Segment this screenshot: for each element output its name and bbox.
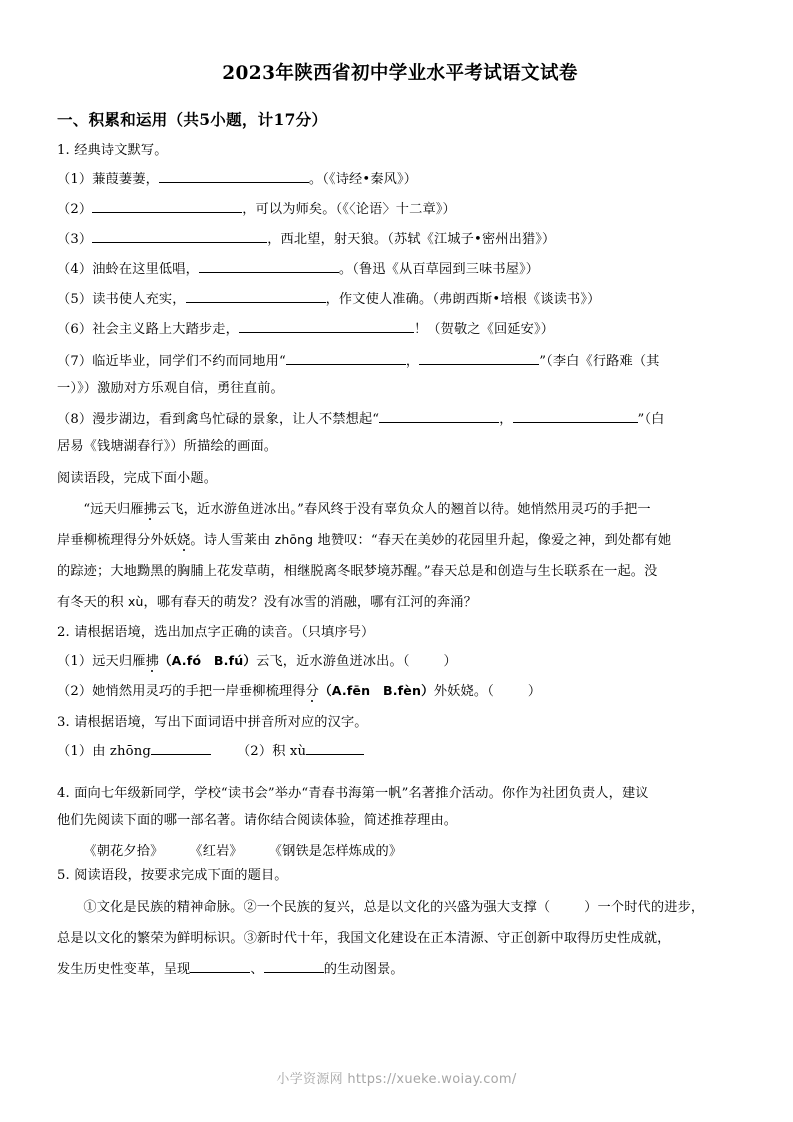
passage-text-b: ）一个时代的进步， [584,899,705,915]
page-title: 2023年陕西省初中学业水平考试语文试卷 [222,63,578,84]
answer-blank[interactable] [239,319,414,333]
book-title-2[interactable]: 《红岩》 [189,844,243,860]
book-title-1[interactable]: 《朝花夕拾》 [83,844,164,860]
dotted-char-rao: 娆 [177,532,191,548]
pinyin-options[interactable]: （A.fēn B.fèn） [318,683,434,699]
passage-line-3: 的踪迹；大地黝黑的胸脯上花发草萌，相继脱离冬眠梦境苏醒。”春天总是和创造与生长联系在一起。没 [57,563,658,579]
passage-text-c: 的生动图景。 [323,961,404,977]
item-text-before: 社会主义路上大踏步走， [92,322,239,338]
item-text-part2: ”（李白《行路难（其 [539,354,660,370]
question-1-item-2 [57,198,743,217]
answer-blank[interactable] [151,741,211,755]
item-text-end: ） [443,654,457,670]
item-text-mid: ， [499,412,513,428]
answer-blank[interactable] [306,741,364,755]
passage-text: 岸垂柳梳理得分外妖娆。诗人雪莱由 zhōng 地赞叹：“春天在美妙的花园里升起，像爱之神，到处都有她 [57,531,672,548]
item-text: 由 zhōng [92,744,151,760]
answer-blank[interactable] [190,959,250,973]
pinyin-zhong: zhōng [274,531,314,547]
question-5-passage-line-2: 总是以文化的繁荣为鲜明标识。③新时代十年，我国文化建设在正本清源、守正创新中取得历史性成就， [57,930,671,946]
passage-line-2 [57,527,743,554]
question-1-item-7 [57,348,743,402]
question-4-line1: 4. 面向七年级新同学，学校“读书会”举办“青春书海第一帆”名著推介活动。你作为社团负责人，建议 [57,786,649,802]
item-text-end: ） [527,684,542,700]
item-text-after: 外妖娆。（ [433,684,494,700]
passage-text-b: 、 [250,961,264,977]
passage-text-a: 发生历史性变革，呈现 [57,961,191,977]
item-text: 积 xù [272,744,307,760]
item-text-part1: 漫步湖边，看到禽鸟忙碌的景象，让人不禁想起“ [92,412,380,428]
item-text-before: 她悄然用灵巧的手把一岸垂柳梳理得 [92,684,306,700]
answer-blank[interactable] [159,169,309,183]
question-3-stem: 3. 请根据语境，写出下面词语中拼音所对应的汉字。 [57,715,368,731]
item-text-after: ，可以为师矣。（《〈论语〉十二章》） [242,202,456,218]
question-1-item-1 [57,168,743,187]
item-text-before: 油蛉在这里低唱， [92,262,199,278]
passage-line-1 [57,496,743,523]
answer-blank[interactable] [419,351,539,365]
site-watermark: 小学资源网 https://xueke.woiay.com/ [276,1072,517,1087]
pinyin-options[interactable]: （A.fó B.fú） [158,653,257,669]
passage-text: 有冬天的积 xù，哪有春天的萌发？没有冰雪的消融，哪有江河的奔涌？ [57,593,477,610]
item-text-after: 。（《诗经•秦风》） [308,172,418,188]
answer-blank[interactable] [513,409,638,423]
item-text-line2: 一）》）激励对方乐观自信，勇往直前。 [57,381,284,397]
item-text-after: 。（鲁迅《从百草园到三味书屋》） [338,262,540,278]
dotted-char-fu: 拂 [143,501,157,517]
answer-blank[interactable] [92,199,242,213]
item-text-mid: ， [405,354,420,370]
item-text-before: 蒹葭萋萋， [92,172,159,188]
section-heading: 一、积累和运用（共5小题，计17分） [57,110,328,130]
item-label: （3） [57,232,93,248]
passage-text: “远天归雁拂云飞，近水游鱼迸冰出。”春风终于没有辜负众人的翘首以待。她悄然用灵巧的手把一 [83,501,651,517]
dotted-char: 拂 [145,654,159,670]
item-text-before: 读书使人充实， [92,292,186,308]
question-5-passage-line-1 [57,894,743,921]
item-text-after: ！（贺敬之《回延安》） [413,322,555,338]
item-text-part1: 临近毕业，同学们不约而同地用“ [92,354,286,370]
question-2-item-2 [57,680,743,699]
answer-blank[interactable] [186,289,326,303]
item-label: （4） [57,262,93,278]
item-text-before: 远天归雁 [92,654,146,670]
item-text-after: ，作文使人准确。（弗朗西斯•培根《谈读书》） [325,292,601,308]
question-1-item-4 [57,258,743,277]
answer-blank[interactable] [264,959,324,973]
question-1-item-5 [57,288,743,307]
item-text-part2: ”（白 [637,412,665,428]
item-label: （1） [57,744,93,760]
question-4-book-list [57,838,743,865]
item-text-after: ，西北望，射天狼。（苏轼《江城子•密州出猎》） [267,232,556,248]
item-label: （1） [57,654,93,670]
answer-blank[interactable] [92,229,267,243]
question-5-passage-line-3 [57,956,743,983]
question-3-items [57,740,743,759]
pinyin-xu: xù [128,593,144,609]
passage-line-4 [57,589,743,616]
item-text-after: 云飞，近水游鱼迸冰出。（ [256,654,410,670]
answer-blank[interactable] [199,259,339,273]
item-label: （2） [236,744,273,760]
item-label: （6） [57,322,93,338]
question-1-item-3 [57,228,743,247]
question-4 [57,780,743,834]
answer-blank[interactable] [286,351,406,365]
item-label: （2） [57,684,93,700]
document-content [57,62,743,987]
answer-blank[interactable] [379,409,499,423]
question-2-stem: 2. 请根据语境，选出加点字正确的读音。（只填序号） [57,624,375,640]
item-label: （5） [57,292,93,308]
question-5-stem: 5. 阅读语段，按要求完成下面的题目。 [57,868,288,884]
question-4-line2: 他们先阅读下面的哪一部名著。请你结合阅读体验，简述推荐理由。 [57,813,458,829]
question-1-stem: 1. 经典诗文默写。 [57,143,168,159]
item-text-line2: 居易《钱塘湖春行》）所描绘的画面。 [57,439,278,455]
question-1-item-6 [57,318,743,337]
passage-text-a: ①文化是民族的精神命脉。②一个民族的复兴，总是以文化的兴盛为强大支撑（ [83,899,551,915]
question-1-item-8 [57,406,743,460]
dotted-char: 分 [305,684,319,700]
item-label: （2） [57,202,93,218]
reading-prompt: 阅读语段，完成下面小题。 [57,470,218,486]
item-label: （1） [57,172,93,188]
question-2-item-1 [57,650,743,669]
item-label: （8） [57,412,93,428]
book-title-3[interactable]: 《钢铁是怎样炼成的》 [268,844,403,860]
item-label: （7） [57,354,93,370]
